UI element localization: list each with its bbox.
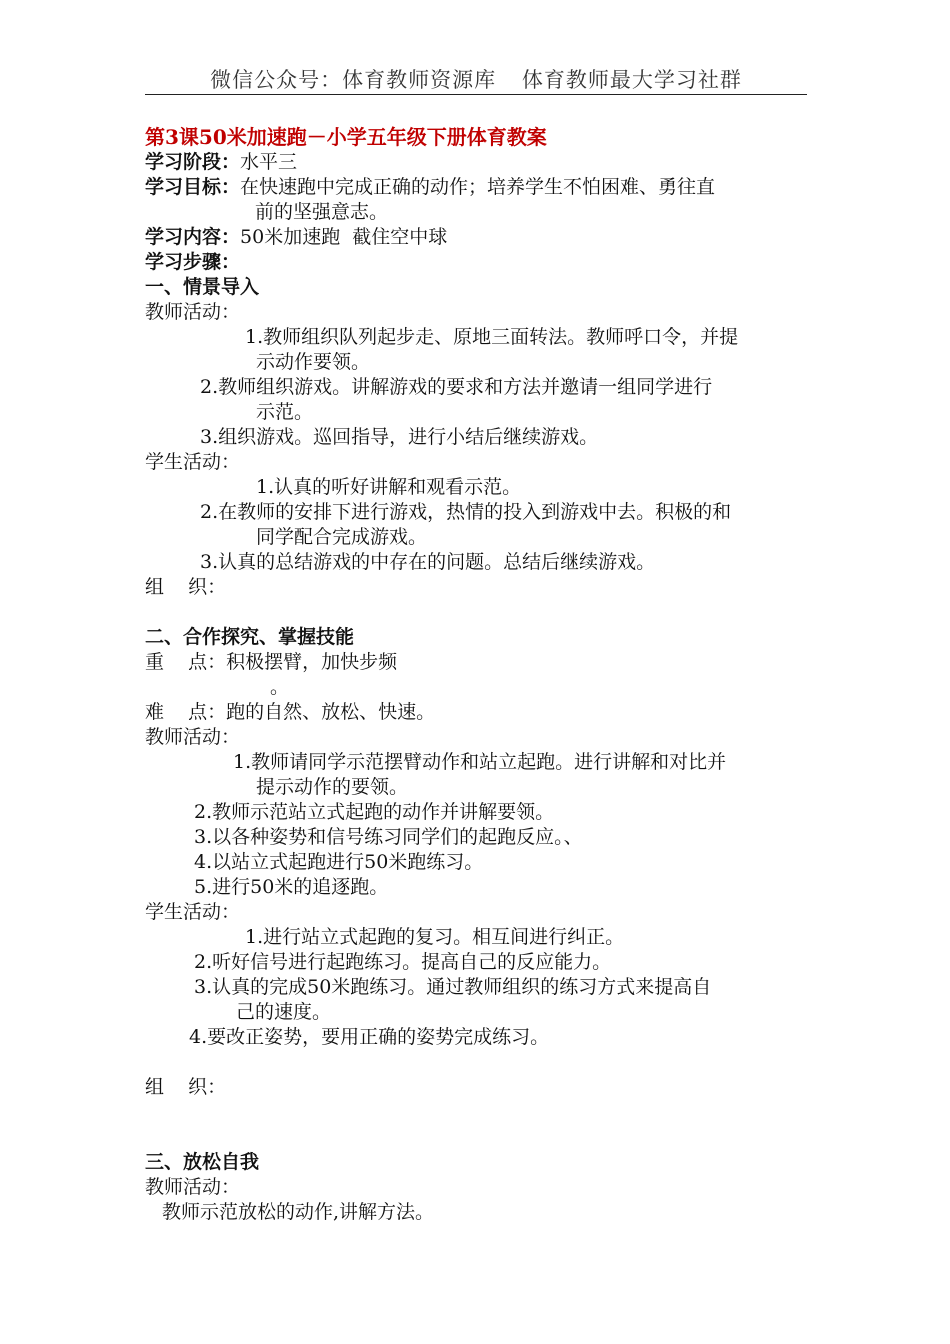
- section2-heading: 二、合作探究、掌握技能: [145, 626, 355, 648]
- header-right: 体育教师最大学习社群: [521, 68, 742, 92]
- s2-key-point-dot: 。: [270, 676, 290, 698]
- content-value: 50米加速跑 截住空中球: [240, 226, 448, 248]
- stage-row: [145, 150, 297, 174]
- s1-teacher-item: 3.组织游戏。巡回指导，进行小结后继续游戏。: [200, 426, 599, 448]
- s2-teacher-item: 3.以各种姿势和信号练习同学们的起跑反应。、: [194, 826, 583, 848]
- s1-student-item: 2.在教师的安排下进行游戏，热情的投入到游戏中去。积极的和: [200, 501, 732, 523]
- s1-teacher-label: 教师活动：: [145, 301, 241, 323]
- stage-label: 学习阶段：: [145, 151, 241, 173]
- s1-student-item-cont: 同学配合完成游戏。: [256, 526, 428, 548]
- s1-student-item: 3.认真的总结游戏的中存在的问题。总结后继续游戏。: [200, 551, 656, 573]
- s2-difficulty: 难 点：跑的自然、放松、快速。: [145, 701, 436, 723]
- s2-student-item: 4.要改正姿势，要用正确的姿势完成练习。: [189, 1026, 550, 1048]
- s2-teacher-item: 4.以站立式起跑进行50米跑练习。: [194, 851, 484, 873]
- s1-organization: 组 织：: [145, 576, 227, 598]
- s2-organization: 组 织：: [145, 1076, 227, 1098]
- s1-teacher-item-cont: 示动作要领。: [256, 351, 371, 373]
- s2-student-label: 学生活动：: [145, 901, 241, 923]
- section3-heading: 三、放松自我: [145, 1151, 260, 1173]
- s2-key-point: 重 点：积极摆臂，加快步频: [145, 651, 398, 673]
- goal-line1: 在快速跑中完成正确的动作；培养学生不怕困难、勇往直: [240, 176, 716, 198]
- s2-teacher-item: 5.进行50米的追逐跑。: [194, 876, 389, 898]
- s2-teacher-item: 1.教师请同学示范摆臂动作和站立起跑。进行讲解和对比并: [233, 751, 727, 773]
- s2-student-item-cont: 己的速度。: [236, 1001, 332, 1023]
- header-left: 微信公众号：体育教师资源库: [210, 68, 497, 92]
- s2-teacher-item: 2.教师示范站立式起跑的动作并讲解要领。: [194, 801, 555, 823]
- s2-student-item: 2.听好信号进行起跑练习。提高自己的反应能力。: [194, 951, 612, 973]
- s3-teacher-item: 教师示范放松的动作,讲解方法。: [162, 1201, 435, 1223]
- s1-student-label: 学生活动：: [145, 451, 241, 473]
- s2-student-item: 3.认真的完成50米跑练习。通过教师组织的练习方式来提高自: [194, 976, 712, 998]
- goal-row: [145, 175, 715, 199]
- page-header: [145, 64, 807, 95]
- s1-teacher-item-cont: 示范。: [256, 401, 314, 423]
- goal-line2: 前的坚强意志。: [255, 201, 389, 223]
- steps-label: 学习步骤：: [145, 251, 241, 273]
- goal-label: 学习目标：: [145, 176, 241, 198]
- section1-heading: 一、情景导入: [145, 276, 260, 298]
- s2-teacher-label: 教师活动：: [145, 726, 241, 748]
- s1-teacher-item: 2.教师组织游戏。讲解游戏的要求和方法并邀请一组同学进行: [200, 376, 713, 398]
- s1-student-item: 1.认真的听好讲解和观看示范。: [256, 476, 522, 498]
- stage-value: 水平三: [240, 151, 298, 173]
- s3-teacher-label: 教师活动：: [145, 1176, 241, 1198]
- s2-teacher-item-cont: 提示动作的要领。: [256, 776, 409, 798]
- s2-student-item: 1.进行站立式起跑的复习。相互间进行纠正。: [245, 926, 625, 948]
- content-row: [145, 225, 447, 249]
- lesson-title: 第3课50米加速跑－小学五年级下册体育教案: [145, 125, 547, 149]
- content-label: 学习内容：: [145, 226, 241, 248]
- s1-teacher-item: 1.教师组织队列起步走、原地三面转法。教师呼口令，并提: [245, 326, 739, 348]
